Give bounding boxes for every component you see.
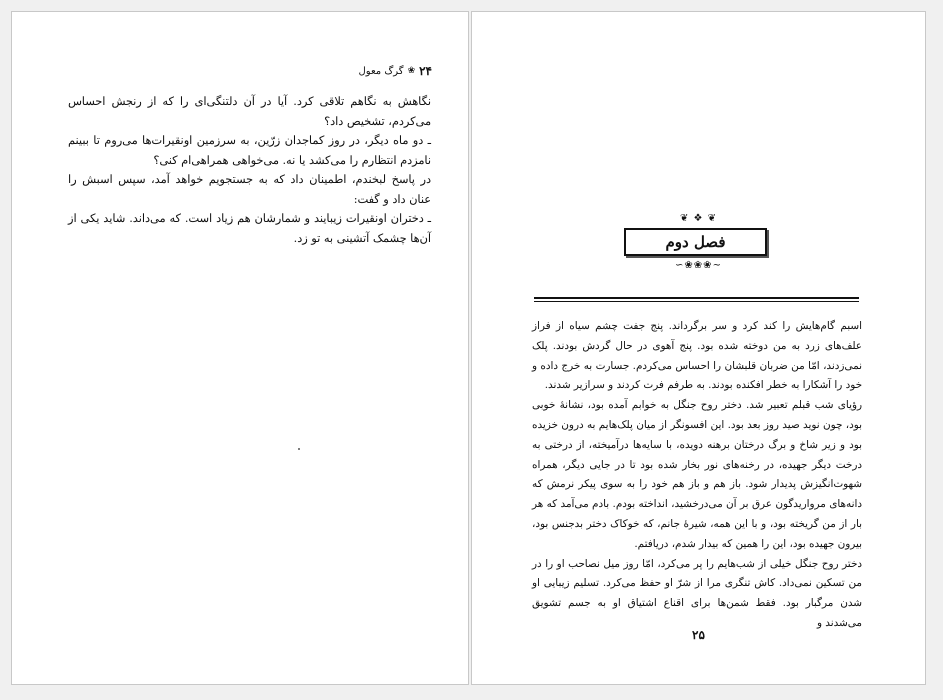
paragraph: در پاسخ لبخندم، اطمینان داد که به جستجویم خواهد آمد، سپس اسبش را عنان داد و گفت: <box>68 173 431 206</box>
chapter-title-text: فصل دوم <box>665 233 726 251</box>
paragraph: ـ دو ماه دیگر، در روز کماجدان زرّین، به سرزمین اونقیرات‌ها می‌روم تا ببینم نامزدم انتظارم را می‌کشد یا نه. می‌خواهی همراهی‌ام کنی؟ <box>68 134 431 167</box>
paragraph: دختر روح جنگل خیلی از شب‌هایم را پر می‌کرد، امّا روز میل نصاحب او را در من تسکین نمی‌داد. کاش تنگری مرا از شرّ او حفظ می‌کرد. تسلیم زیبایی او شدن مرگبار بود. فقط شمن‌ها برای اقناع اشتیاق او به جسم تشویق می‌شدند و <box>532 557 862 629</box>
page-number: ۲۵ <box>692 628 705 642</box>
paragraph: اسبم گام‌هایش را کند کرد و سر برگرداند. پنج جفت چشم سیاه از فراز علف‌های زرد به من دوخته شده بود. پنج آهوی در حال گردش بودند. پلک نمی‌زدند، امّا من ضربان قلبشان را احساس می‌کردم. جسارت به خرج داده و خود را آشکارا به خطر افکنده بودند. به طرفم فرت کردند و سرازیر شدند. <box>532 320 862 392</box>
paragraph: ـ دختران اونقیرات زیبایند و شمارشان هم زیاد است. که می‌داند. شاید یکی از آن‌ها چشمک آتشینی به تو زد. <box>68 212 431 245</box>
running-header <box>322 64 432 78</box>
ornament-flower-icon: ❀ <box>407 66 416 76</box>
paragraph: نگاهش به نگاهم تلاقی کرد. آیا در آن دلتنگی‌ای را که از رنجش احساس می‌کردم، تشخیص داد؟ <box>68 95 431 128</box>
book-title: گرگ معول <box>358 65 404 77</box>
divider-rule <box>534 301 859 302</box>
chapter-title <box>624 228 767 256</box>
left-page <box>11 11 469 685</box>
body-text <box>532 317 862 634</box>
body-text <box>68 92 431 248</box>
ornament-top-icon: ❦ ❖ ❦ <box>679 213 718 224</box>
divider-rule <box>534 297 859 299</box>
page-number: ۲۴ <box>419 64 432 78</box>
paragraph: رؤیای شب قبلم تعبیر شد. دختر روح جنگل به خوابم آمده بود، نشانهٔ خوبی بود، چون نوید صید روز بعد بود. این افسونگر از میان پلک‌هایم به درون خزیده بود و زیر شاخ و برگ درختان برهنه دویده، با سایه‌ها درآمیخته، از درختی به درخت دیگر جهیده، در رخنه‌های نور بخار شده بود تا در جایی دیگر، همراه شهوت‌انگیزش پدیدار شود. باز هم و باز هم خود را به سوی پیکر نرمش که دانه‌های مروارید‌گون عرق بر آن می‌درخشید، انداخته بودم. بادم می‌آمد که هر بار از من گریخته بود، و با این همه، شیرهٔ جانم، که خوکاک دختر بدجنس بود، بیرون جهیده بود، این را همین که بیدار شدم، دریافتم. <box>532 399 862 550</box>
right-page <box>471 11 926 685</box>
speck <box>298 448 300 450</box>
ornament-bottom-icon: ∽❀❀❀∼ <box>675 260 722 271</box>
